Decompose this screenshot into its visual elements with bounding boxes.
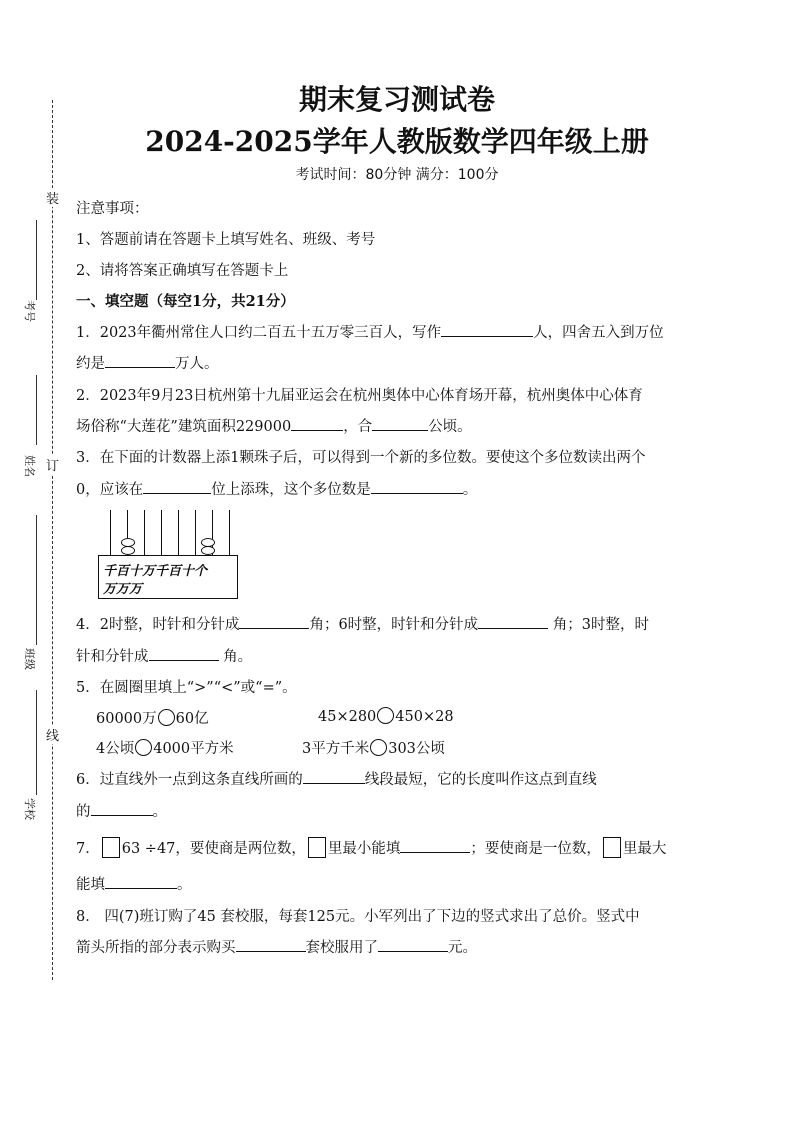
class-line[interactable] (36, 515, 37, 645)
digit-box[interactable] (603, 837, 621, 858)
abacus-bead (201, 546, 215, 555)
question-7-line-2: 能填 。 (76, 873, 192, 894)
question-2-line-1: 2．2023年9月23日杭州第十九届亚运会在杭州奥体中心体育场开幕，杭州奥体中心体育 (76, 388, 643, 404)
answer-blank[interactable] (105, 874, 177, 889)
answer-blank[interactable] (478, 614, 548, 629)
answer-blank[interactable] (291, 416, 343, 431)
section-heading: 一、填空题（每空1分，共21分） (76, 293, 295, 310)
answer-blank[interactable] (441, 322, 533, 337)
school-line[interactable] (36, 690, 37, 795)
page-subtitle: 2024-2025学年人教版数学四年级上册 (145, 125, 649, 158)
compare-circle[interactable] (377, 707, 394, 724)
answer-blank[interactable] (149, 646, 219, 661)
answer-blank[interactable] (105, 353, 175, 368)
question-6-line-1: 6．过直线外一点到这条直线所画的 线段最短，它的长度叫作这点到直线 (76, 768, 597, 789)
abacus-place-labels: 千百十万千百十个 (103, 564, 208, 579)
abacus-rod (144, 510, 145, 556)
question-8-line-1: 8． 四(7)班订购了45 套校服，每套125元。小军列出了下边的竖式求出了总价。竖式中 (76, 909, 640, 925)
abacus-rod (195, 510, 196, 556)
digit-box[interactable] (308, 837, 326, 858)
exam-info: 考试时间：80分钟 满分：100分 (295, 167, 499, 183)
notice-item-2: 2、请将答案正确填写在答题卡上 (76, 263, 289, 279)
answer-blank[interactable] (303, 769, 365, 784)
question-5-row-2-left: 4公顷 4000平方米 (96, 741, 234, 757)
abacus-rod (229, 510, 230, 556)
question-7-line-1: 7． 63 ÷47，要使商是两位数， 里最小能填 ；要使商是一位数， 里最大 (76, 837, 666, 858)
abacus-figure (98, 510, 238, 600)
question-6-line-2: 的 。 (76, 800, 167, 821)
binding-char-xian: 线 (46, 725, 59, 744)
name-line[interactable] (36, 375, 37, 445)
question-2-line-2: 场俗称“大莲花”建筑面积229000 ，合 公顷。 (76, 415, 472, 436)
exam-number-line[interactable] (36, 220, 37, 300)
question-5-line-1: 5．在圆圈里填上“>”“<”或“=”。 (76, 680, 297, 696)
binding-dashed-line (52, 100, 53, 980)
answer-blank[interactable] (236, 937, 306, 952)
question-8-line-2: 箭头所指的部分表示购买 套校服用了 元。 (76, 936, 477, 957)
compare-circle[interactable] (158, 709, 175, 726)
name-label: 姓名 (23, 455, 36, 477)
abacus-wan-labels: 万万万 (103, 582, 143, 597)
notice-item-1: 1、答题前请在答题卡上填写姓名、班级、考号 (76, 232, 376, 248)
binding-char-ding: 订 (46, 455, 59, 474)
answer-blank[interactable] (371, 479, 463, 494)
answer-blank[interactable] (372, 416, 428, 431)
abacus-rod (178, 510, 179, 556)
page-title: 期末复习测试卷 (298, 83, 495, 116)
question-5-row-2-right: 3平方千米 303公顷 (302, 741, 445, 757)
exam-number-label: 考号 (23, 300, 36, 322)
class-label: 班级 (23, 648, 36, 670)
compare-circle[interactable] (135, 739, 152, 756)
compare-circle[interactable] (370, 739, 387, 756)
question-5-row-1-right: 45×280 450×28 (318, 709, 454, 725)
notice-heading: 注意事项： (76, 201, 149, 217)
question-1-line-2: 约是 万人。 (76, 352, 219, 373)
answer-blank[interactable] (143, 479, 211, 494)
question-5-row-1-left: 60000万 60亿 (96, 711, 209, 727)
abacus-rod (110, 510, 111, 556)
digit-box[interactable] (102, 837, 120, 858)
question-1-line-1: 1．2023年衢州常住人口约二百五十五万零三百人，写作 人，四舍五入到万位 (76, 321, 664, 342)
answer-blank[interactable] (91, 801, 153, 816)
answer-blank[interactable] (378, 937, 448, 952)
school-label: 学校 (23, 798, 36, 820)
abacus-bead (121, 546, 135, 555)
binding-char-zhuang: 装 (46, 188, 59, 207)
question-3-line-2: 0，应该在 位上添珠，这个多位数是 。 (76, 478, 477, 499)
answer-blank[interactable] (400, 838, 470, 853)
answer-blank[interactable] (239, 614, 309, 629)
question-4-line-1: 4．2时整，时针和分针成 角；6时整，时针和分针成 角；3时整，时 (76, 613, 649, 634)
question-4-line-2: 针和分针成 角。 (76, 645, 252, 666)
question-3-line-1: 3．在下面的计数器上添1颗珠子后，可以得到一个新的多位数。要使这个多位数读出两个 (76, 450, 646, 466)
abacus-rod (161, 510, 162, 556)
